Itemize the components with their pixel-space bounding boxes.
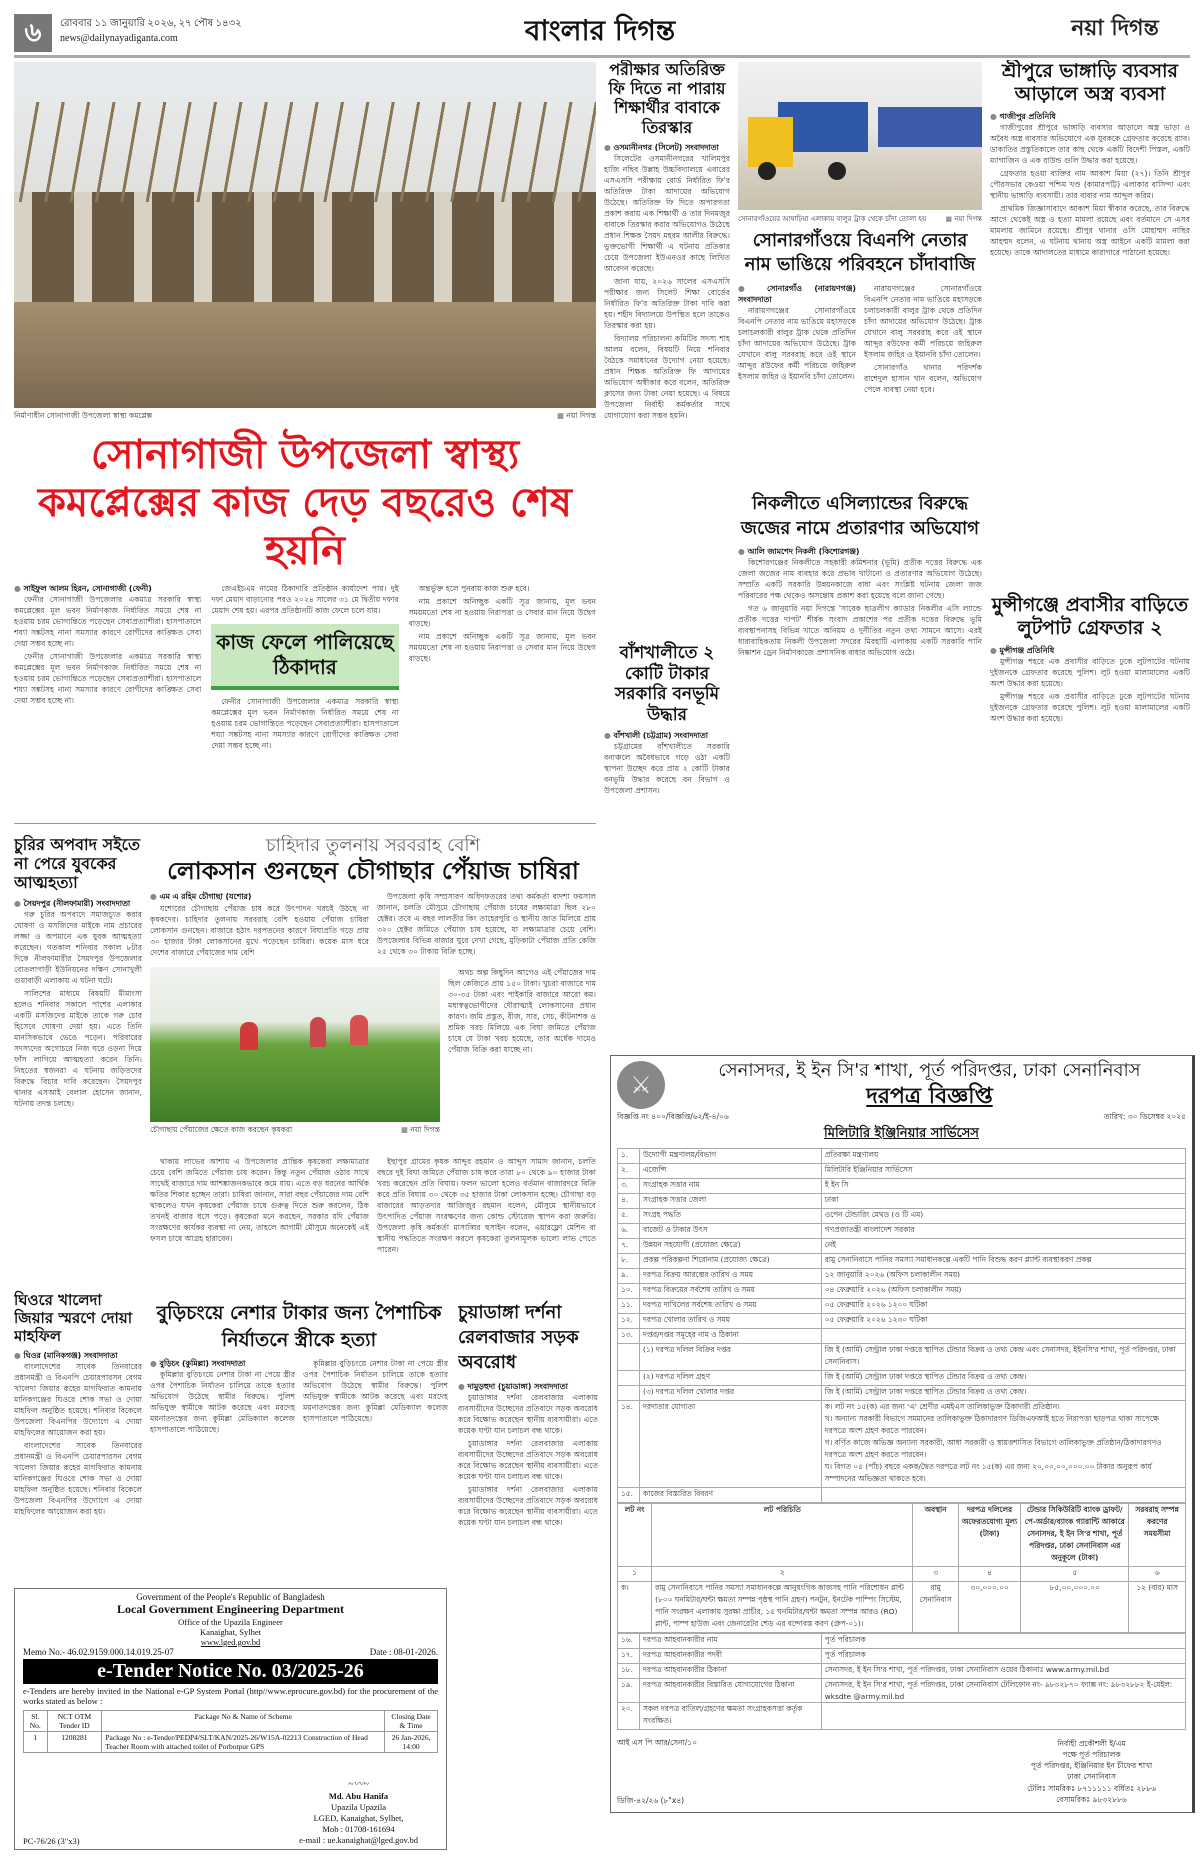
table-cell: রামু সেনানিবাস (913, 1581, 958, 1632)
tender-title: e-Tender Notice No. 03/2025-26 (23, 1659, 438, 1684)
munshiganj-headline[interactable]: মুন্সীগঞ্জে প্রবাসীর বাড়িতে লুটপাট গ্রেফতার ২ (991, 594, 1189, 640)
table-cell: দরপত্র বিক্রয় আরম্ভের তারিখ ও সময় (640, 1268, 822, 1283)
paragraph: মুন্সীগঞ্জ শহরে এক প্রবাসীর বাড়িতে ঢুকে লুটপাটের ঘটনায় দুইজনকে গ্রেফতার করেছে পুলিশ। লুট হওয়া মালামালের একটি অংশ উদ্ধার করা হয়েছে। (990, 692, 1190, 724)
column-4 (990, 60, 1190, 845)
paragraph: থাকায় লাভের আশায় এ উপজেলার প্রান্তিক কৃষকেরা লক্ষ্যমাত্রার চেয়ে বেশি জমিতে পেঁয়াজ চাষ করেন। কিন্তু নতুন পেঁয়াজ ওঠার সাথে সাথেই বাজারে দাম আশঙ্কাজনকভাবে কমে যায়। এতে বড় ধরনের আর্থিক ক্ষতির শিকার হচ্ছেন তারা। চাষিরা জানান, সারা বছর পেঁয়াজের দাম বেশি থাকলেও যখন কৃষকেরা পেঁয়াজ চাষে গুরুত্ব দিতে শুরু করলেন, ঠিক তখনই বাজার ধসে পড়ে। কৃষকেরা মনে করছেন, সরকার যদি পেঁয়াজ সংরক্ষণের কার্যকর ব্যবস্থা না নেয়, তাহলে আগামী মৌসুমে অনেকেই এই ফসল চাষে আগ্রহ হারাবেন। (150, 1157, 369, 1244)
burichong-article-body (150, 1358, 448, 1582)
paragraph: ফেনীর সোনাগাজী উপজেলার একমাত্র সরকারি স্বাস্থ্য কমপ্লেক্সের মূল ভবন নির্মাণকাজ নির্ধারিত সময়ে শেষ না হওয়ায় চরম ভোগান্তিতে পড়েছেন সেবাপ্রত্যাশীরা। হাসপাতালে শয্যা সঙ্কটসহ নানা সমস্যার কারণে রোগীদের কাঙ্ক্ষিত সেবা দেয়া সম্ভব হচ্ছে না। (14, 652, 202, 706)
onion-article-right (448, 967, 596, 1152)
table-row (618, 1253, 1186, 1268)
e-tender-notice (14, 1588, 447, 1850)
table-cell: বাজেট ও টাকার উৎস (640, 1223, 822, 1238)
chuadanga-article-body (458, 1381, 598, 1860)
lead-headline[interactable]: সোনাগাজী উপজেলা স্বাস্থ্য কমপ্লেক্সের কাজ দেড় বছরেও শেষ হয়নি (38, 432, 572, 574)
table-cell: কাজের বিস্তারিত বিবরণ (640, 1487, 822, 1502)
paragraph: নাম প্রকাশে অনিচ্ছুক একটি সূত্র জানায়, মূল ভবন সময়মতো শেষ না হওয়ায় নিরাপত্তা ও সেবার মান নিয়ে উদ্বেগ বাড়ছে। (408, 632, 596, 663)
column-header: Package No & Name of Scheme (102, 1711, 385, 1732)
table-cell: সেনাসদর, ই ইন সি'র শাখা, পূর্ত পরিদপ্তর, ঢাকা সেনানিবাস টেলিফোন নং- ৯৮৩২৮৭০ ফ্যাক্স নং: ৯৮৩২৮৮২ ই-মেইল: wksdte @army.mil.bd (821, 1678, 1185, 1702)
paragraph: সালিশের মাধ্যমে বিষয়টি মীমাংসা হলেও শনিবার সকালে পাশের এলাকার একটি মসজিদের মাইকে তাকে গরু চোর হিসেবে ঘোষণা দেয়া হয়। এতে তিনি মানসিকভাবে ভেঙে পড়েন। পরিবারের সদস্যদের অগোচরে নিজ ঘরে ওড়না দিয়ে ফাঁস লাগিয়ে আত্মহত্যা করেন তিনি। নিহতের স্বজনরা এ ঘটনায় জড়িতদের বিরুদ্ধে বিচার দাবি করেছেন। সৈয়দপুর থানার এসআই বেলাল হোসেন জানান, ঘটনায় তদন্ত চলছে। (14, 988, 142, 1108)
burichong-headline[interactable]: বুড়িচংয়ে নেশার টাকার জন্য পৈশাচিক নির্যাতনে স্ত্রীকে হত্যা (156, 1302, 442, 1351)
signature-line: পক্ষে পূর্ত পরিচালক (1062, 1749, 1121, 1759)
table-cell: ১. (618, 1148, 640, 1163)
table-cell (821, 1328, 1185, 1343)
byline: ● সোনারগাঁও (নারায়ণগঞ্জ) সংবাদদাতা (738, 283, 856, 306)
table-cell: ০৪ ফেব্রুয়ারি ২০২৬ (অফিস চলাকালীন সময়) (821, 1283, 1185, 1298)
table-row (618, 1678, 1186, 1702)
paragraph: জেএইচএম নামের ঠিকাদারি প্রতিষ্ঠান কার্যাদেশ পায়। দুই দফা মেয়াদ বাড়ানোর পরও ২০২৪ সালের ৩১ মে দ্বিতীয় দফার মেয়াদ শেষ হয়। এরপর প্রতিষ্ঠানটি কাজ ফেলে চলে যায়। (211, 584, 399, 615)
table-cell: ৩০,০০০.০০ (958, 1581, 1020, 1632)
notice-no: বিজ্ঞপ্তি নং ৪০০/বিজ্ঞপ্তি/৬২/ই-৪/০৬ (617, 1111, 729, 1121)
table-cell: ৮. (618, 1253, 640, 1268)
table-cell: ১৯. (618, 1678, 640, 1702)
table-row (618, 1328, 1186, 1343)
page-number-badge: ৬ (14, 14, 52, 52)
table-cell: দরপত্র আহবানকারীর পদবী (640, 1648, 822, 1663)
sreepur-headline[interactable]: শ্রীপুরে ভাঙ্গাড়ি ব্যবসার আড়ালে অস্ত্র ব্যবসা (1002, 60, 1178, 105)
tender-contact-table (617, 1633, 1186, 1730)
table-row (618, 1313, 1186, 1328)
table-cell: ৯. (618, 1268, 640, 1283)
byline: ● ওসমানীনগর (সিলেট) সংবাদদাতা (604, 142, 730, 153)
table-row (618, 1223, 1186, 1238)
table-cell: এজেন্সি (640, 1163, 822, 1178)
paragraph: যশোরের চৌগাছায় পেঁয়াজ চাষ করে উৎপাদন খরচই উঠছে না কৃষকদের। চাহিদার তুলনায় সরবরাহ বেশি হওয়ায় পেঁয়াজ চাষিরা লোকসান গুনছেন। বাজারে হঠাৎ দরপতনের কারণে বিঘাপ্রতি গড়ে প্রায় ৩০ হাজার টাকা লোকসানের মুখে পড়েছেন চাষিরা। কয়েক মাস ধরে দেশের বাজারে পেঁয়াজের দাম বেশি (150, 903, 369, 957)
table-cell: ১ (618, 1566, 652, 1581)
table-cell: ২০. (618, 1702, 640, 1729)
table-cell: উন্নয়ন সহযোগী (প্রযোজ্য ক্ষেত্রে) (640, 1238, 822, 1253)
table-cell: (২) দরপত্র দলিল গ্রহণ (640, 1370, 822, 1385)
table-cell: ০৫ ফেব্রুয়ারি ২০২৬ ১২০০ ঘটিকা (821, 1298, 1185, 1313)
table-cell: ১১. (618, 1298, 640, 1313)
paragraph: গরু চুরির অপবাদে সমাজচ্যুত করার ঘোষণা ও মসজিদের মাইকে নাম প্রচারের লজ্জা ও অপমানে এক যুবক আত্মহত্যা করেছেন। গতকাল শনিবার সকাল ৮টার দিকে নীলফামারীর সৈয়দপুর উপজেলার বোতলাগাড়ী ইউনিয়নের দক্ষিণ সোনাখুলী গুয়াবাড়ী এলাকায় এ ঘটনা ঘটে। (14, 909, 142, 985)
tender-place: Kanaighat, Sylhet (200, 1627, 261, 1637)
table-cell: ৮৫,০০,০০০.০০ (1021, 1581, 1129, 1632)
issue-date: রোববার ১১ জানুয়ারি ২০২৬, ২৭ পৌষ ১৪৩২ (60, 18, 242, 29)
paragraph: কুমিল্লার বুড়িচংয়ে নেশার টাকা না পেয়ে স্ত্রীর ওপর পৈশাচিক নির্যাতন চালিয়ে তাকে হত্যার অভিযোগ উঠেছে স্বামীর বিরুদ্ধে। পুলিশ অভিযুক্ত স্বামীকে আটক করেছে এবং মরদেহ ময়নাতদন্তের জন্য কুমিল্লা মেডিক্যাল কলেজ হাসপাতালে পাঠিয়েছে। (150, 1370, 295, 1435)
table-cell: উদ্যোগী মন্ত্রণালয়/বিভাগ (640, 1148, 822, 1163)
table-cell: দরপত্র আহবানকারীর বিস্তারিত যোগাযোগের ঠিকানা (640, 1678, 822, 1702)
signature-line: নির্বাহী প্রকৌশলী ই/এম (1057, 1738, 1126, 1748)
ghior-article-body (14, 1350, 142, 1580)
exam-article-body (604, 142, 730, 636)
paragraph: চট্টগ্রামের বাঁশখালীতে সরকারি বনাঞ্চলে অবৈধভাবে গড়ে ওঠা একটি স্থাপনা উচ্ছেদ করে প্রায় ২ কোটি টাকার বনভূমি উদ্ধার করেছে বন বিভাগ ও উপজেলা প্রশাসন। (604, 742, 730, 796)
table-row (618, 1385, 1186, 1400)
table-cell: ১২ (বার) মাস (1129, 1581, 1186, 1632)
table-row (618, 1178, 1186, 1193)
table-cell: ক। (618, 1581, 652, 1632)
table-row (618, 1581, 1186, 1632)
table-cell: ৭. (618, 1238, 640, 1253)
tender-table (23, 1710, 438, 1753)
table-cell: জি ই (আর্মি) সেন্ট্রাল ঢাকা দপ্তরে স্থাপিত টেন্ডার বিক্রয় ও তথ্য কেন্দ্র এবং সেনাসদর, ইইনসি'র শাখা, পূর্ত পরিদপ্তর, ঢাকা সেনানিবাস। (821, 1343, 1185, 1370)
table-cell: ১৩. (618, 1328, 640, 1343)
tender-intro: e-Tenders are hereby invited in the National e-GP System Portal (http//www.eprocure.gov.bd) for the procurement of the works stated as below : (23, 1686, 438, 1707)
table-row (618, 1193, 1186, 1208)
signer-name: Md. Abu Hanifa (328, 1790, 389, 1801)
table-cell (618, 1343, 640, 1370)
table-cell: ঢাকা (821, 1193, 1185, 1208)
table-row (618, 1702, 1186, 1729)
banshkhali-article-body (604, 730, 730, 840)
table-cell: ৬ (1129, 1566, 1186, 1581)
column-header: টেন্ডার সিকিউরিটি ব্যাংক ড্রাফট/পে-অর্ডার/ব্যাংক গ্যারান্টি আকারে সেনাসদর, ই ইন সি'র শাখা, পূর্ত পরিদপ্তর, ঢাকা সেনানিবাস এর অনুকূলে (টাকা) (1021, 1503, 1129, 1566)
banshkhali-headline[interactable]: বাঁশখালীতে ২ কোটি টাকার সরকারি বনভূমি উদ্ধার (614, 643, 720, 725)
photo-caption: নির্মাণাধীন সোনাগাজী উপজেলা স্বাস্থ্য কমপ্লেক্স (14, 411, 153, 420)
byline: ● আলি জামশেদ নিকলী (কিশোরগঞ্জ) (738, 546, 982, 557)
contact-email[interactable]: news@dailynayadiganta.com (60, 33, 178, 44)
table-cell: ২ (652, 1566, 913, 1581)
paragraph: গ্রেফতার হওয়া ব্যক্তির নাম আকাশ মিয়া (২৭)। তিনি শ্রীপুর পৌরসভার কেওয়া পশ্চিম খণ্ড (কামারপট্টি) এলাকার বাসিন্দা এবং স্থানীয় ভাঙ্গাড়ি ব্যবসায়ী। তার বাবার নাম আব্দুল করিম। (990, 168, 1190, 200)
ad-code: PC-76/26 (3"x3) (23, 1836, 80, 1846)
table-cell (618, 1385, 640, 1400)
table-row (618, 1208, 1186, 1223)
nikli-article-body (738, 546, 982, 840)
table-cell (821, 1487, 1185, 1502)
table-cell: দপ্তর/দপ্তর সমূহের নাম ও ঠিকানা (640, 1328, 822, 1343)
paragraph: বাংলাদেশের সাবেক তিনবারের প্রধানমন্ত্রী ও বিএনপি চেয়ারপারসন বেগম খালেদা জিয়ার রূহের মাগফিরাত কামনায় মানিকগঞ্জের ঘিওরে শোক সভা ও দোয়া মাহফিল অনুষ্ঠিত হয়েছে। শনিবার বিকেলে উপজেলা বিএনপির উদ্যোগে এ দোয়া মাহফিলের আয়োজন করা হয়। (14, 1362, 142, 1438)
table-cell: ১৫. (618, 1487, 640, 1502)
nikli-headline[interactable]: নিকলীতে এসিল্যান্ডের বিরুদ্ধে জজের নামে প্রতারণার অভিযোগ (740, 492, 980, 539)
paragraph: সোনারগাঁও থানার পরিদর্শক রাশেদুল হাসান খান বলেন, অভিযোগ পেলে ব্যবস্থা নেয়া হবে। (864, 362, 982, 394)
table-cell: 1208281 (47, 1732, 102, 1753)
tender-gov: Government of the People's Republic of Bangladesh (136, 1592, 325, 1602)
tender-date: Date : 08-01-2026. (369, 1647, 438, 1657)
table-row (618, 1648, 1186, 1663)
onion-headline[interactable]: লোকসান গুনছেন চৌগাছার পেঁয়াজ চাষিরা (167, 856, 579, 885)
table-row (618, 1298, 1186, 1313)
lead-column-2 (211, 583, 398, 818)
newspaper-logo: নয়া দিগন্ত (1071, 16, 1159, 41)
table-row (618, 1487, 1186, 1502)
table-cell: ১৭. (618, 1648, 640, 1663)
table-row (618, 1268, 1186, 1283)
column-3 (738, 62, 982, 840)
table-cell: দরপত্র আহবানকারীর ঠিকানা (640, 1663, 822, 1678)
column-left-lower (14, 835, 142, 1580)
table-cell: রামু সেনানিবাসে পানির সমস্যা সমাধানকল্পে একটি পানি বিশুদ্ধ করণ প্ল্যান্ট ব্যবস্থাকরণ প্রকল্প (821, 1253, 1185, 1268)
suicide-headline[interactable]: চুরির অপবাদ সইতে না পেরে যুবকের আত্মহত্যা (14, 835, 140, 893)
table-cell: ৩. (618, 1178, 640, 1193)
table-cell: ই ইন সি (821, 1178, 1185, 1193)
paragraph: ইছাপুর গ্রামের কৃষক আব্দুর রহমান ও আব্দুস সামাদ জানান, চলতি বছরে দুই বিঘা জমিতে পেঁয়াজ চাষ করে তারা ৮০ থেকে ৯০ হাজার টাকা খরচ করেছেন প্রতি বিঘায়। ফলন ভালো হলেও বর্তমান বাজারদরে বিক্রি করে প্রতি বিঘায় ৩০ থেকে ৩৫ হাজার টাকা লোকসান হচ্ছে। চৌগাছা বড় বাজারের আড়তদার আজিজুর রহমান বলেন, মৌসুমে স্থানীয়ভাবে উৎপাদিত পেঁয়াজ সংরক্ষণের জন্য কোল্ড স্টোরেজ স্থাপন করা জরুরি। উপজেলা কৃষি কর্মকর্তা মাসাব্বির হুসাইন বলেন, এয়ারফ্লো মেশিন বা স্থানীয় পদ্ধতিতে সংরক্ষণ করলে কৃষকেরা তুলনামূলক ভালো লাভ পেতে পারেন। (377, 1157, 596, 1255)
table-cell: ৫. (618, 1208, 640, 1223)
table-cell: ১২ জানুয়ারি ২০২৬ (অফিস চলাকালীন সময়) (821, 1268, 1185, 1283)
table-cell: ১০. (618, 1283, 640, 1298)
onion-kicker: চাহিদার তুলনায় সরবরাহ বেশি (265, 835, 481, 856)
paragraph: উপজেলা কৃষি সম্প্রসারণ অধিদফতরের তথ্য কর্মকর্তা বাদশা ফয়সাল জানান, চলতি মৌসুমে চৌগাছায় পেঁয়াজ চাষের লক্ষ্যমাত্রা ছিল ২৮০ হেক্টর। তবে এ বছর লালতীর কিং তাহেরপুরি ও স্থানীয় জাত মিলিয়ে প্রায় ৩২০ হেক্টর জমিতে পেঁয়াজ চাষ হয়েছে, যা লক্ষ্যমাত্রার চেয়ে বেশি। উপজেলার বিভিন্ন বাজার ঘুরে দেখা গেছে, মুড়িকাটা পেঁয়াজ প্রতি কেজি ২৫ থেকে ৩০ টাকায় বিক্রি হচ্ছে। (377, 892, 596, 957)
table-cell: সকল দরপত্র বাতিল/গ্রহণের ক্ষমতা সংগ্রাহকসত্তা কর্তৃক সংরক্ষিত। (640, 1702, 822, 1729)
paragraph: কিশোরগঞ্জের নিকলীতে সহকারী কমিশনার (ভূমি) প্রতীক দত্তের বিরুদ্ধে এক জেলা জজের নাম ব্যবহার করে প্রভাব খাটানো ও প্রতারণার অভিযোগ উঠেছে। সম্প্রতি একটি সরকারি উন্নয়নকাজে বাধা এবং সংশ্লিষ্ট ঘটনায় জেলা জজ পরিবারের পক্ষ থেকেও অসন্তোষ প্রকাশ করা হয়েছে বলে জানা গেছে। (738, 558, 982, 601)
military-subtitle: মিলিটারি ইঞ্জিনিয়ার সার্ভিসেস (824, 1125, 979, 1141)
exam-headline[interactable]: পরীক্ষার অতিরিক্ত ফি দিতে না পারায় শিক্ষার্থীর বাবাকে তিরস্কার (608, 60, 726, 137)
military-title: দরপত্র বিজ্ঞপ্তি (866, 1083, 993, 1109)
tender-dept: Local Government Engineering Department (117, 1602, 344, 1616)
lead-column-3 (409, 583, 596, 818)
lead-story (14, 62, 596, 818)
signer-detail: Upazila Upazila (331, 1801, 387, 1812)
table-cell: সেনাসদর, ই ইন সি'র শাখা, পূর্ত পরিদপ্তর, ঢাকা সেনানিবাস ওয়েব ঠিকানাঃ www.army.mil.bd (821, 1663, 1185, 1678)
paragraph: চুয়াডাঙ্গার দর্শনা রেলবাজার এলাকায় ব্যবসায়ীদের উচ্ছেদের প্রতিবাদে সড়ক অবরোধ করে বিক্ষোভ করেছেন স্থানীয় ব্যবসায়ীরা। এতে কয়েক ঘণ্টা যান চলাচল বন্ধ থাকে। (458, 1438, 598, 1481)
table-row (618, 1566, 1186, 1581)
table-cell: গণপ্রজাতন্ত্রী বাংলাদেশ সরকার (821, 1223, 1185, 1238)
column-header: লট নং (618, 1503, 652, 1566)
chuadanga-headline[interactable]: চুয়াডাঙ্গা দর্শনা রেলবাজার সড়ক অবরোধ (458, 1302, 579, 1374)
signature-line: ঢাকা সেনানিবাস (1067, 1772, 1116, 1782)
column-2 (604, 60, 730, 840)
byline: ● গাজীপুর প্রতিনিধি (990, 111, 1190, 122)
table-cell: ওপেন টেন্ডারিং মেথড (ও টি এম) (821, 1208, 1185, 1223)
byline: ● সৈয়দপুর (নীলফামারী) সংবাদদাতা (14, 898, 142, 909)
header-rule (14, 55, 1190, 58)
paragraph: গত ৬ জানুয়ারি নয়া দিগন্তে 'সাবেক ছাত্রলীগ ক্যাডার নিকলীর এসি ল্যান্ডে প্রতীক দত্তের দাপট' শীর্ষক সংবাদ প্রকাশের পর প্রতীক দত্তের বিরুদ্ধে ভূমি ব্যবস্থাপনাসহ বিভিন্ন খাতে অনিয়ম ও দুর্নীতির নতুন তথ্য সামনে আসে। এরই ধারাবাহিকতায় নিকলী উপজেলা সদরের মিরহাটি এলাকায় একটি সরকারি পানি নিষ্কাশন ড্রেন নির্মাণকাজে প্রশাসনিক বাধার অভিযোগ ওঠে। (738, 604, 982, 658)
table-cell (821, 1702, 1185, 1729)
ad-code: ডিজি-৪২/২৬ (৮"x৪) (617, 1795, 685, 1805)
signer-detail: e-mail : ue.kanaighat@lged.gov.bd (299, 1834, 418, 1845)
ghior-headline[interactable]: ঘিওরে খালেদা জিয়ার স্মরণে দোয়া মাহফিল (14, 1291, 133, 1345)
table-cell: দরপত্র বিক্রয়ের সর্বশেষ তারিখ ও সময় (640, 1283, 822, 1298)
paragraph: বাংলাদেশের সাবেক তিনবারের প্রধানমন্ত্রী ও বিএনপি চেয়ারপারসন বেগম খালেদা জিয়ার রূহের মাগফিরাত কামনায় মানিকগঞ্জের ঘিওরে শোক সভা ও দোয়া মাহফিল অনুষ্ঠিত হয়েছে। শনিবার বিকেলে উপজেলা বিএনপির উদ্যোগে এ দোয়া মাহফিলের আয়োজন করা হয়। (14, 1441, 142, 1517)
table-cell: ৪ (958, 1566, 1020, 1581)
military-org: সেনাসদর, ই ইন সি'র শাখা, পূর্ত পরিদপ্তর, ঢাকা সেনানিবাস (718, 1060, 1141, 1081)
lot-table (617, 1503, 1186, 1633)
table-cell: 26 Jan-2026, 14:00 (385, 1732, 438, 1753)
lead-article-body (14, 583, 596, 818)
suicide-article-body (14, 898, 142, 1283)
signature-line: পূর্ত পরিদপ্তর, ইঞ্জিনিয়ার ইন চীফের শাখা (1030, 1761, 1153, 1771)
table-cell: দরপত্র আহবানকারীর নাম (640, 1633, 822, 1648)
table-cell: (১) দরপত্র দলিল বিক্রির দপ্তর (640, 1343, 822, 1370)
table-cell: ০৫ ফেব্রুয়ারি ২০২৬ ১২৩০ ঘটিকা (821, 1313, 1185, 1328)
truck-photo (738, 62, 982, 210)
byline: ● এম এ রহিম চৌগাছা (যশোর) (150, 891, 369, 902)
table-cell: জি ই (আর্মি) সেন্ট্রাল ঢাকা দপ্তরে স্থাপিত টেন্ডার বিক্রয় ও তথ্য কেন্দ্র। (821, 1370, 1185, 1385)
construction-photo (14, 62, 596, 408)
table-row (618, 1163, 1186, 1178)
table-row (618, 1283, 1186, 1298)
paragraph: চুয়াডাঙ্গার দর্শনা রেলবাজার এলাকায় ব্যবসায়ীদের উচ্ছেদের প্রতিবাদে সড়ক অবরোধ করে বিক্ষোভ করেছেন স্থানীয় ব্যবসায়ীরা। এতে কয়েক ঘণ্টা যান চলাচল বন্ধ থাকে। (458, 1392, 598, 1435)
onion-story (150, 835, 596, 1290)
onion-article-top (150, 891, 596, 963)
paragraph: চুয়াডাঙ্গার দর্শনা রেলবাজার এলাকায় ব্যবসায়ীদের উচ্ছেদের প্রতিবাদে সড়ক অবরোধ করে বিক্ষোভ করেছেন স্থানীয় ব্যবসায়ীরা। এতে কয়েক ঘণ্টা যান চলাচল বন্ধ থাকে। (458, 1484, 598, 1527)
column-header: লট পরিচিতি (652, 1503, 913, 1566)
table-cell: ১৮. (618, 1663, 640, 1678)
memo-no: Memo No.- 46.02.9159.000.14.019.25-07 (23, 1647, 174, 1657)
paragraph: মুন্সীগঞ্জ শহরে এক প্রবাসীর বাড়িতে ঢুকে লুটপাটের ঘটনায় দুইজনকে গ্রেফতার করেছে পুলিশ। লুট হওয়া মালামালের একটি অংশ উদ্ধার করা হয়েছে। (990, 657, 1190, 689)
ispr-code: আই এস পি আর/সেনা/১০ (617, 1737, 698, 1747)
table-cell: জি ই (আর্মি) সেন্ট্রাল ঢাকা দপ্তরে স্থাপিত টেন্ডার বিক্রয় ও তথ্য কেন্দ্র। (821, 1385, 1185, 1400)
paragraph: কুমিল্লার বুড়িচংয়ে নেশার টাকা না পেয়ে স্ত্রীর ওপর পৈশাচিক নির্যাতন চালিয়ে তাকে হত্যার অভিযোগ উঠেছে স্বামীর বিরুদ্ধে। পুলিশ অভিযুক্ত স্বামীকে আটক করেছে এবং মরদেহ ময়নাতদন্তের জন্য কুমিল্লা মেডিক্যাল কলেজ হাসপাতালে পাঠিয়েছে। (303, 1359, 448, 1424)
paragraph: অথচ অল্প কিছুদিন আগেও এই পেঁয়াজের দাম ছিল কেজিতে প্রায় ১৫০ টাকা। খুচরা বাজারে দাম ৩০-৩৫ টাকা এবং পাইকারি বাজারে আরো কম। মধ্যস্বত্বভোগীদের দৌরাত্ম্যই লোকসানের প্রধান কারণ। জমি প্রস্তুত, বীজ, সার, সেচ, কীটনাশক ও শ্রমিক খরচ মিলিয়ে এক বিঘা জমিতে পেঁয়াজ চাষে যে টাকা খরচ হয়েছে, তার অর্ধেক দামেও পেঁয়াজ বিক্রি করা যাচ্ছে না। (448, 968, 596, 1055)
tender-info-table (617, 1148, 1186, 1503)
column-header: NCT OTM Tender ID (47, 1711, 102, 1732)
photo-credit: ■ নয়া দিগন্ত (557, 411, 596, 423)
table-cell: পূর্ত পরিচালক (821, 1633, 1185, 1648)
paragraph: সিলেটের ওসমানীনগরের খালিমপুর হাজি নছিব উল্লাহ উচ্চবিদ্যালয়ে এবারের এসএসসি পরীক্ষায় বোর্ড নির্ধারিত ফি'র অতিরিক্ত টাকা আদায়ের অভিযোগ উঠেছে। অতিরিক্ত ফি দিতে অপারগতা প্রকাশ করায় এক শিক্ষার্থী ও তার দিনমজুর বাবাকে তিরস্কার করার অভিযোগও উঠেছে প্রধান শিক্ষক সৈয়দ মহরম আলীর বিরুদ্ধে। ভুক্তভোগী শিক্ষার্থী এ ঘটনায় প্রতিকার চেয়ে উপজেলা ইউএনওর কাছে লিখিত আবেদন করেছে। (604, 154, 730, 274)
signature-mark: ~〰~ (348, 1778, 369, 1790)
paragraph: জানা যায়, ২০২৬ সালের এসএসসি পরীক্ষার জন্য সিলেট শিক্ষা বোর্ডের নির্ধারিত ফি'র অতিরিক্ত টাকা দাবি করা হয়। শহীদ বিদ্যালয়ে উপস্থিত হলে তাকেও তিরস্কার করা হয়। (604, 277, 730, 331)
table-cell: (৩) দরপত্র দলিল খোলার দপ্তর (640, 1385, 822, 1400)
photo-credit: ■ নয়া দিগন্ত (946, 213, 983, 225)
signature-line: বেসামরিকঃ ৯৮৩২৮৮৬ (1056, 1794, 1127, 1804)
signer-detail: Mob : 01708-161694 (322, 1823, 395, 1834)
table-cell: ৩ (913, 1566, 958, 1581)
paragraph: নাম প্রকাশে অনিচ্ছুক একটি সূত্র জানায়, মূল ভবন সময়মতো শেষ না হওয়ায় নিরাপত্তা ও সেবার মান নিয়ে উদ্বেগ বাড়ছে। (408, 597, 596, 628)
signature-line: টেলিঃ সামরিকঃ ৮৭১১১১১ বর্ধিতঃ ২৮৮৬ (1027, 1783, 1156, 1793)
byline: ● বাঁশখালী (চট্টগ্রাম) সংবাদদাতা (604, 730, 730, 741)
sonargaon-article-body (738, 283, 982, 483)
table-row (618, 1663, 1186, 1678)
table-cell: পূর্ত পরিচালক (821, 1648, 1185, 1663)
column-header: অবস্থান (913, 1503, 958, 1566)
photo-caption: সোনারগাঁওয়ের আষাঢ়িয়া এলাকায় বালুর ট্রাক থেকে চাঁদা তোলা হয় (738, 215, 927, 223)
table-cell: দরপত্র দাখিলের সর্বশেষ তারিখ ও সময় (640, 1298, 822, 1313)
table-cell: মিলিটারি ইঞ্জিনিয়ার সার্ভিসেস (821, 1163, 1185, 1178)
table-cell: প্রতিরক্ষা মন্ত্রণালয় (821, 1148, 1185, 1163)
table-cell: দরদাতার যোগ্যতা (640, 1400, 822, 1487)
paragraph: গাজীপুরের শ্রীপুরে ভাঙ্গাড়ি ব্যবসার আড়ালে অস্ত্র ভাড়া ও অবৈধ অস্ত্র ব্যবসার অভিযোগে এক যুবককে গ্রেফতার করেছে র‍্যাব। ডাকাতির প্রস্তুতিকালে তার কাছ থেকে একটি বিদেশী পিস্তল, একটি ম্যাগাজিন ও এক রাউন্ড গুলি উদ্ধার করা হয়েছে। (990, 122, 1190, 165)
column-header: সরবরাহ সম্পন্ন করণের সময়সীমা (1129, 1503, 1186, 1566)
lead-column-1 (14, 583, 201, 818)
paragraph: নারায়ণগঞ্জের সোনারগাঁওয়ে বিএনপি নেতার নাম ভাঙিয়ে মহাসড়কে চলাচলকারী বালুর ট্রাক থেকে প্রতিদিন চাঁদা আদায়ের অভিযোগ উঠেছে। ট্রাক যেখানে বালু সরবরাহ করে ওই স্থানে আব্দুর রউফের কর্মী পরিচয়ে জহিরুল ইসলাম জহির ও ইয়ানবি চাঁদা তোলেন। (738, 306, 856, 382)
table-cell: সংগ্রহ পদ্ধতি (640, 1208, 822, 1223)
table-cell: ১৪. (618, 1400, 640, 1487)
byline: ● ঘিওর (মানিকগঞ্জ) সংবাদদাতা (14, 1350, 142, 1361)
military-tender-notice (610, 1055, 1195, 1813)
army-emblem-icon: ⚔ (617, 1061, 665, 1109)
paragraph: অন্তর্ভুক্ত হলে পুনরায় কাজ শুরু হবে। (418, 584, 530, 593)
table-cell: ৪. (618, 1193, 640, 1208)
table-cell: ৫ (1021, 1566, 1129, 1581)
byline: ● বুড়িচং (কুমিল্লা) সংবাদদাতা (150, 1358, 295, 1369)
paragraph: ফেনীর সোনাগাজী উপজেলার একমাত্র সরকারি স্বাস্থ্য কমপ্লেক্সের মূল ভবন নির্মাণকাজ নির্ধারিত সময়ে শেষ না হওয়ায় চরম ভোগান্তিতে পড়েছেন সেবাপ্রত্যাশীরা। হাসপাতালে শয্যা সঙ্কটসহ নানা সমস্যার কারণে রোগীদের কাঙ্ক্ষিত সেবা দেয়া সম্ভব হচ্ছে না। (14, 595, 202, 649)
table-cell: ৬. (618, 1223, 640, 1238)
signer-detail: LGED, Kanaighat, Sylhet, (313, 1812, 404, 1823)
notice-date: তারিখ: ৩০ ডিসেম্বর ২০২৫ (1103, 1111, 1186, 1121)
onion-field-photo (150, 967, 440, 1122)
column-header: Closing Date & Time (385, 1711, 438, 1732)
table-row (618, 1633, 1186, 1648)
table-row (618, 1238, 1186, 1253)
column-header: দরপত্র দলিলের অফেরতযোগ্য মূল্য (টাকা) (958, 1503, 1020, 1566)
paragraph: ফেনীর সোনাগাজী উপজেলার একমাত্র সরকারি স্বাস্থ্য কমপ্লেক্সের মূল ভবন নির্মাণকাজ নির্ধারিত সময়ে শেষ না হওয়ায় চরম ভোগান্তিতে পড়েছেন সেবাপ্রত্যাশীরা। হাসপাতালে শয্যা সঙ্কটসহ নানা সমস্যার কারণে রোগীদের কাঙ্ক্ষিত সেবা দেয়া সম্ভব হচ্ছে না। (211, 697, 399, 750)
photo-caption: চৌগাছায় পেঁয়াজের ক্ষেতে কাজ করছেন কৃষকরা (150, 1125, 293, 1135)
table-row (618, 1343, 1186, 1370)
table-row (618, 1370, 1186, 1385)
table-cell: প্রকল্প পরিকল্পনা শিরোনাম (প্রযোজ্য ক্ষেত্রে) (640, 1253, 822, 1268)
table-row (618, 1148, 1186, 1163)
table-cell: নেই (821, 1238, 1185, 1253)
table-cell: সংগ্রাহক সত্তার নাম (640, 1178, 822, 1193)
table-cell: রামু সেনানিবাসে পানির সমস্যা সমাধানকল্পে আনুষংগিক কাজসহ পানি পরিশোধন প্লান্ট (৮০০ ঘনমিটার/ঘন্টা ক্ষমতা সম্পন্ন পৃষ্ঠস্থ পানি গ্রহণ) পনটুন, ইনটেক পাম্পিং সিস্টেম, পানি সংরক্ষণ এলাকায় সুরক্ষা প্রাচীর, ১৫ ঘনমিটার/ঘন্টা ক্ষমতা সম্পন্ন আরও (RO) প্লান্ট, পাম্প হাউজ এবং জেনারেটর শেড এর বন্দোবস্ত করণ (গ্রুপ-০১)। (652, 1581, 913, 1632)
photo-credit: ■ নয়া দিগন্ত (401, 1125, 440, 1137)
onion-article-bottom (150, 1156, 596, 1290)
table-cell (618, 1370, 640, 1385)
paragraph: নারায়ণগঞ্জের সোনারগাঁওয়ে বিএনপি নেতার নাম ভাঙিয়ে মহাসড়কে চলাচলকারী বালুর ট্রাক থেকে প্রতিদিন চাঁদা আদায়ের অভিযোগ উঠেছে। ট্রাক যেখানে বালু সরবরাহ করে ওই স্থানে আব্দুর রউফের কর্মী পরিচয়ে জহিরুল ইসলাম জহির ও ইয়ানবি চাঁদা তোলেন। (864, 283, 982, 359)
pull-quote-box: কাজ ফেলে পালিয়েছে ঠিকাদার (211, 624, 398, 690)
sreepur-article-body (990, 111, 1190, 587)
tender-office: Office of the Upazila Engineer (178, 1617, 283, 1627)
paragraph: বিদ্যালয় পরিচালনা কমিটির সদস্য শাহ আলম বলেন, বিষয়টি নিয়ে শনিবার বৈঠকে সমাধানের উদ্যোগ নেয়া হয়েছে। প্রধান শিক্ষক অতিরিক্ত ফি আদায়ের অভিযোগ অস্বীকার করে বলেন, অতিরিক্ত ক্লাসের জন্য টাকা নেয়া হয়েছে। এ বিষয়ে উপজেলা নির্বাহী কর্মকর্তার সাথে যোগাযোগ করা সম্ভব হয়নি। (604, 334, 730, 421)
table-cell: 1 (24, 1732, 48, 1753)
paragraph: প্রাথমিক জিজ্ঞাসাবাদে আকাশ মিয়া স্বীকার করেছে, তার বিরুদ্ধে আগে থেকেই অস্ত্র ও হত্যা মামলা রয়েছে এবং বর্তমানে সে এসব মামলায় জামিনে রয়েছে। শ্রীপুর থানার ওসি মোহাম্মদ নাছির আহম্মদ বলেন, এ ঘটনায় থানায় অস্ত্র আইনে একটি মামলা করা হয়েছে। তাকে আদালতের মাধ্যমে কারাগারে পাঠানো হয়েছে। (990, 203, 1190, 257)
table-cell: ২. (618, 1163, 640, 1178)
table-cell: সংগ্রাহক সত্তার জেলা (640, 1193, 822, 1208)
table-cell: ক। লট নং ১৫(ক) এর জন্য 'এ' শ্রেণীর এমইএস তালিকাভুক্ত ঠিকাদারী প্রতিষ্ঠান। খ। অন্যান্য সরকারী বিভাগে সমমানের তালিকাভুক্ত ঠিকাদারগণ ডিজিএফআই হতে নিরাপত্তা ছাড়পত্র থাকা সাপেক্ষে দরপত্রে অংশ গ্রহণ করতে পারবেন। গ। বর্ণিত কাজে অভিজ্ঞ অন্যান্য সরকারী, আধা সরকারী ও স্বায়ত্তশাসিত বিভাগে তালিকাভুক্ত প্রতিষ্ঠান/ঠিকাদারগণও দরপত্রে অংশ গ্রহণ করতে পারবেন। ঘ। বিগত ০৫ (পাঁচ) বছরে একক/দ্বৈত দরপত্রে লট নং ১৫(ক) এর জন্য ২০,০০,০০,০০০.০০ টাকার অনুরূপ কার্য সম্পাদনের অভিজ্ঞতা থাকতে হবে। (821, 1400, 1185, 1487)
table-cell: ১২. (618, 1313, 640, 1328)
table-row (618, 1400, 1186, 1487)
chuadanga-story (458, 1300, 598, 1860)
section-title: বাংলার দিগন্ত (524, 14, 676, 47)
byline: ● মুন্সীগঞ্জ প্রতিনিধি (990, 645, 1190, 656)
byline: ● দামুড়হুদা (চুয়াডাঙ্গা) সংবাদদাতা (458, 1381, 598, 1392)
burichong-story (150, 1300, 448, 1582)
sonargaon-headline[interactable]: সোনারগাঁওয়ে বিএনপি নেতার নাম ভাঙিয়ে পরিবহনে চাঁদাবাজি (744, 230, 976, 276)
tender-website-link[interactable]: www.lged.gov.bd (200, 1637, 261, 1647)
munshiganj-article-body (990, 645, 1190, 845)
table-header-row (618, 1503, 1186, 1566)
table-cell: ১৬. (618, 1633, 640, 1648)
table-row (24, 1732, 438, 1753)
table-cell: Package No : e-Tender/PEDP4/SLT/KAN/2025-26/W15A-02213 Construction of Head Teacher Room with attached toilet of Porbotpur GPS (102, 1732, 385, 1753)
table-cell: দরপত্র খোলার তারিখ ও সময় (640, 1313, 822, 1328)
byline: ● সাইফুল আলম হিরন, সোনাগাজী (ফেনী) (14, 583, 201, 594)
column-header: Sl. No. (24, 1711, 48, 1732)
